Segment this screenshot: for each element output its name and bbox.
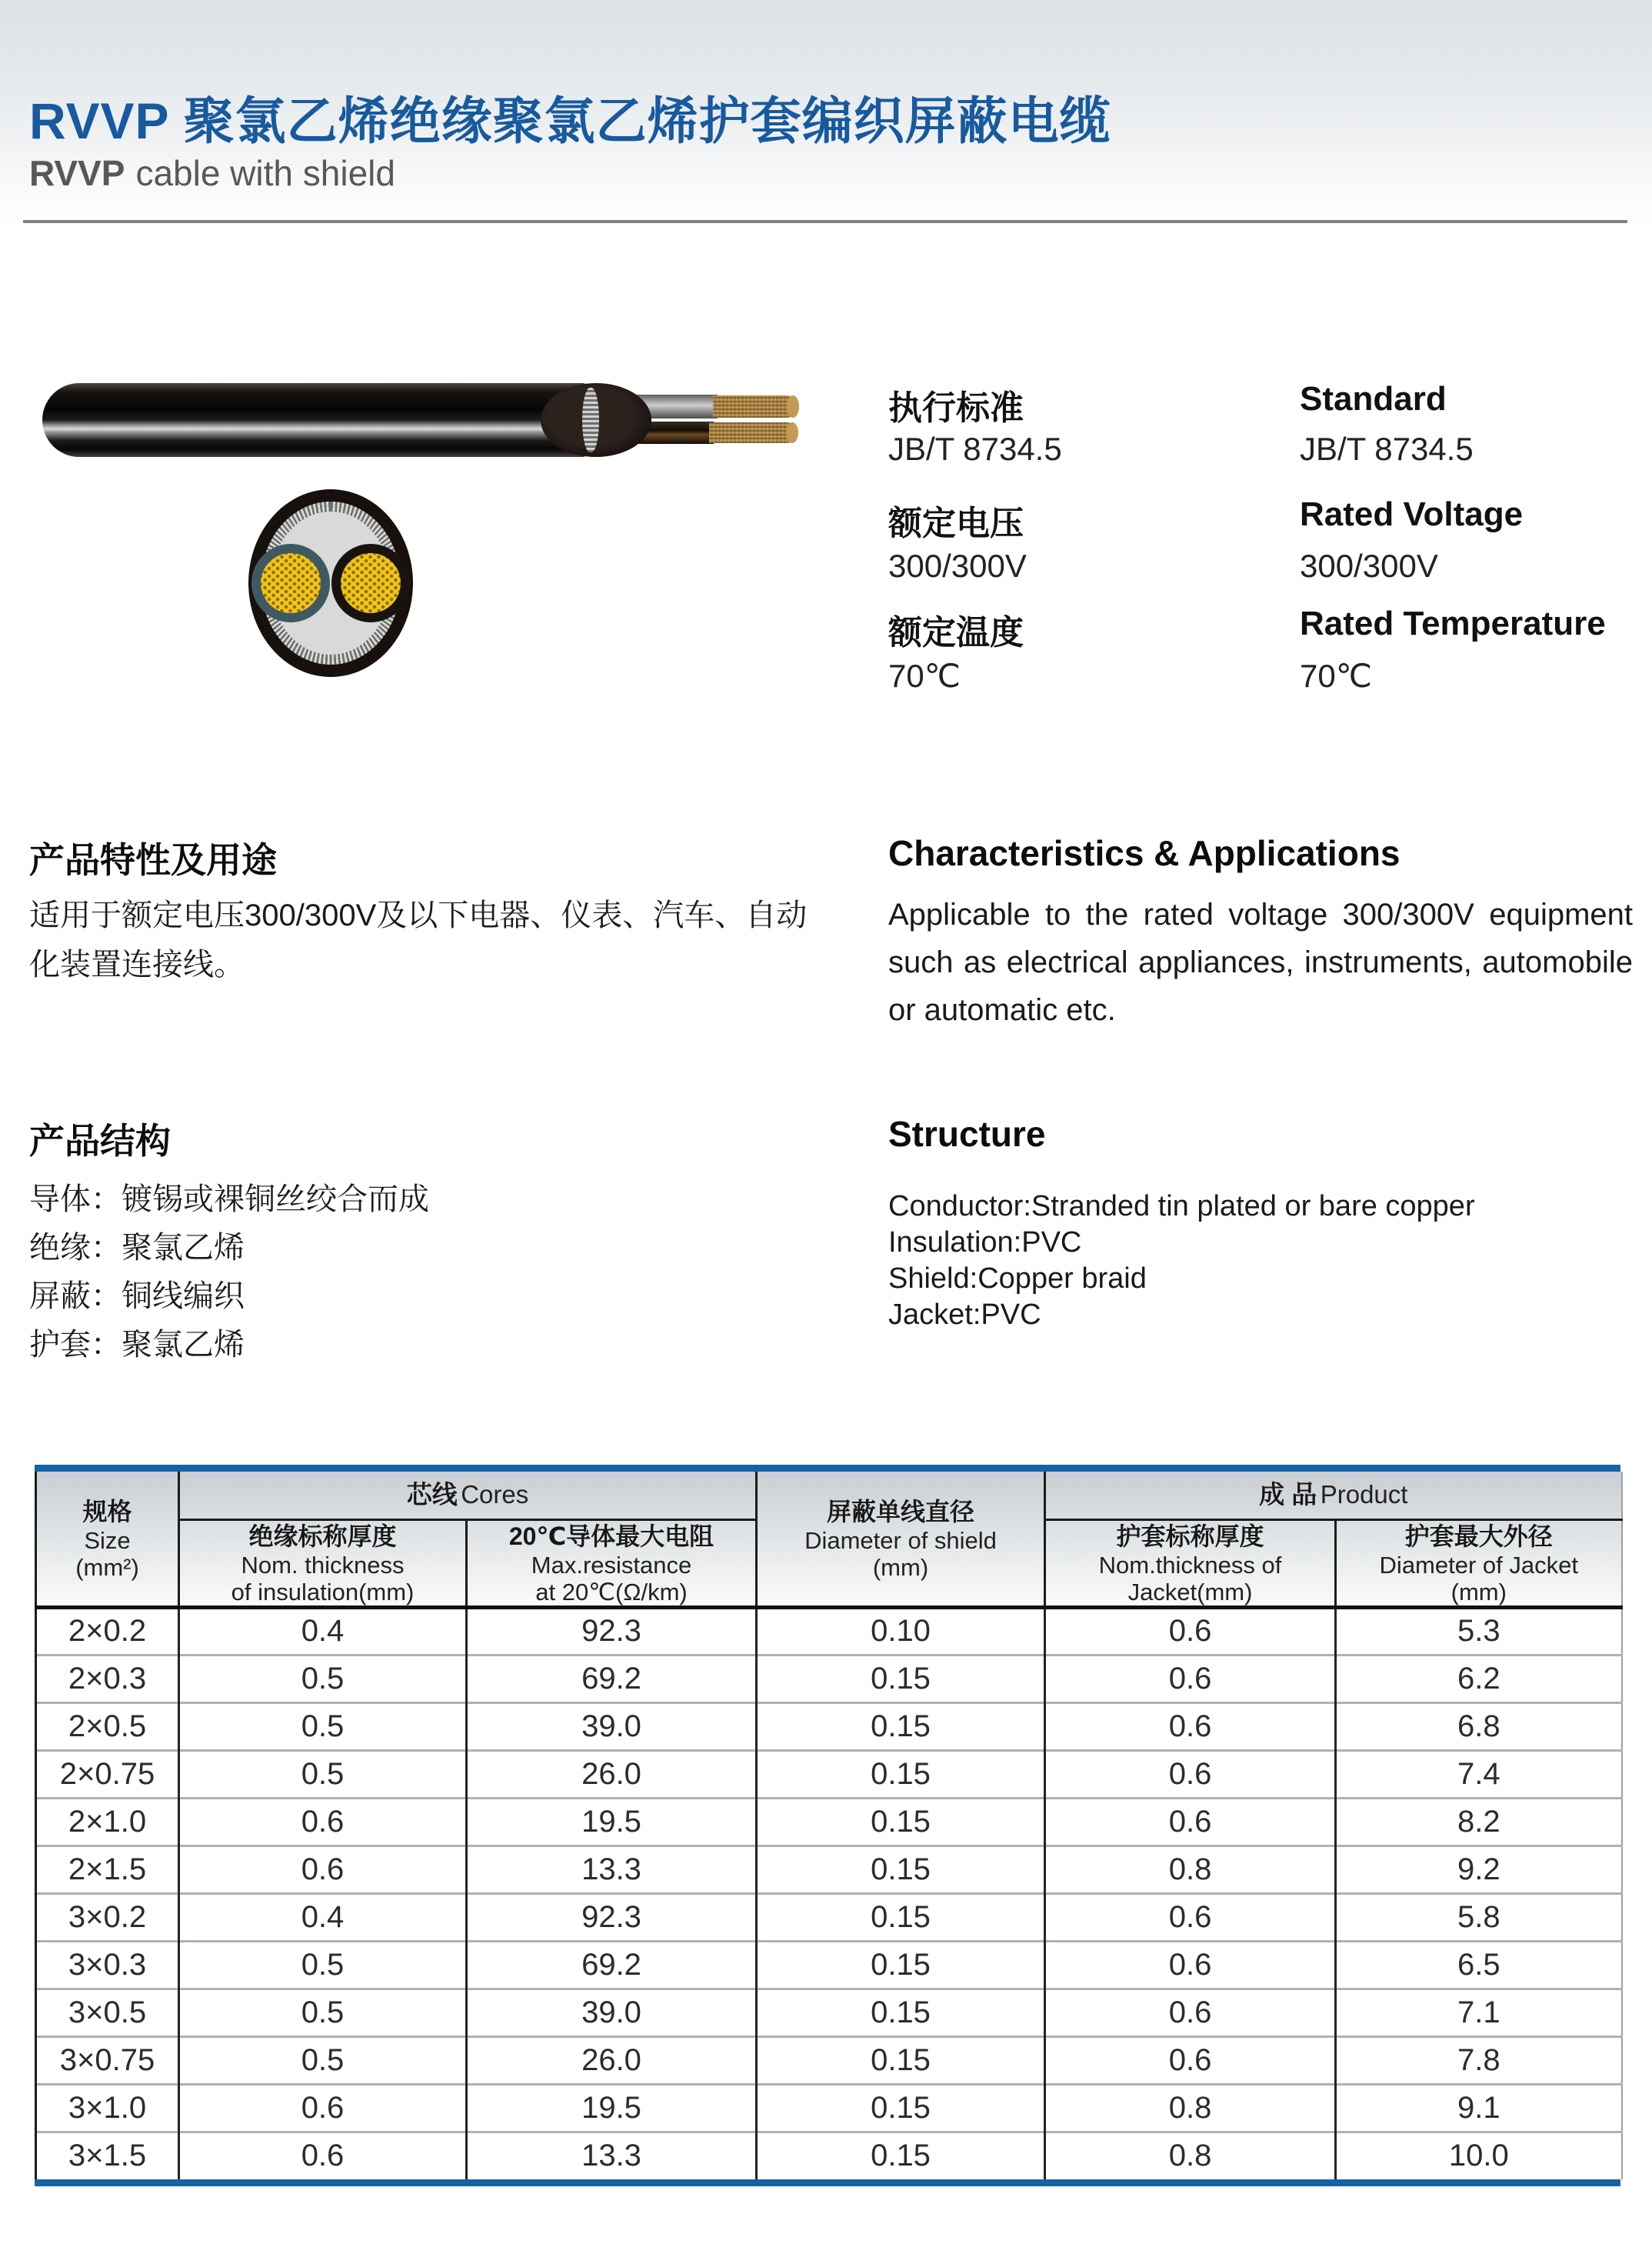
value-cell: 0.5 <box>179 1989 467 2036</box>
table-row <box>36 1941 1622 1989</box>
value-cell: 69.2 <box>467 1655 757 1702</box>
value-cell: 0.15 <box>757 1846 1045 1893</box>
value-cell: 0.15 <box>757 1750 1045 1798</box>
header-size-zh: 规格 <box>82 1497 132 1525</box>
header-jacket-diameter-en1: Diameter of Jacket <box>1379 1551 1578 1579</box>
header-group-product <box>1045 1472 1622 1519</box>
value-cell: 0.5 <box>179 1750 467 1798</box>
value-cell: 0.6 <box>1045 2036 1336 2084</box>
spec-value-voltage-zh: 300/300V <box>888 548 1027 584</box>
value-cell: 5.8 <box>1336 1893 1622 1941</box>
value-cell: 0.15 <box>757 2132 1045 2179</box>
size-cell: 3×0.75 <box>36 2036 179 2084</box>
value-cell: 5.3 <box>1336 1607 1622 1655</box>
size-cell: 3×1.5 <box>36 2132 179 2179</box>
header-jacket-thickness <box>1045 1519 1336 1607</box>
value-cell: 0.4 <box>179 1893 467 1941</box>
value-cell: 0.6 <box>1045 1893 1336 1941</box>
characteristics-heading-zh: 产品特性及用途 <box>29 840 277 880</box>
table-row <box>36 1989 1622 2036</box>
value-cell: 26.0 <box>467 2036 757 2084</box>
value-cell: 6.5 <box>1336 1941 1622 1989</box>
value-cell: 7.4 <box>1336 1750 1622 1798</box>
value-cell: 39.0 <box>467 1702 757 1750</box>
size-cell: 3×0.5 <box>36 1989 179 2036</box>
cable-shield-braid <box>582 388 599 452</box>
value-cell: 6.8 <box>1336 1702 1622 1750</box>
spec-value-temperature-zh: 70℃ <box>888 658 961 694</box>
spec-label-temperature-zh: 额定温度 <box>888 614 1024 652</box>
value-cell: 6.2 <box>1336 1655 1622 1702</box>
value-cell: 92.3 <box>467 1607 757 1655</box>
group-cores-zh: 芯线 <box>406 1480 458 1509</box>
table-row <box>36 1846 1622 1893</box>
header-shield-zh: 屏蔽单线直径 <box>827 1497 975 1525</box>
value-cell: 0.15 <box>757 1893 1045 1941</box>
value-cell: 0.6 <box>179 1846 467 1893</box>
cable-cross-section <box>248 489 413 677</box>
spec-label-standard-zh: 执行标准 <box>888 389 1024 427</box>
value-cell: 0.15 <box>757 2036 1045 2084</box>
table-row <box>36 1750 1622 1798</box>
cable-body <box>42 383 585 457</box>
size-cell: 2×1.5 <box>36 1846 179 1893</box>
value-cell: 0.15 <box>757 1702 1045 1750</box>
cable-product-image <box>42 383 811 687</box>
value-cell: 13.3 <box>467 2132 757 2179</box>
header-shield-unit: (mm) <box>872 1553 929 1581</box>
value-cell: 69.2 <box>467 1941 757 1989</box>
spec-value-temperature-en: 70℃ <box>1300 658 1372 694</box>
value-cell: 0.10 <box>757 1607 1045 1655</box>
value-cell: 0.5 <box>179 1655 467 1702</box>
spec-label-temperature-en: Rated Temperature <box>1300 605 1606 642</box>
size-cell: 3×0.2 <box>36 1893 179 1941</box>
structure-heading-en: Structure <box>888 1114 1046 1154</box>
header-insulation-zh: 绝缘标称厚度 <box>248 1522 397 1550</box>
value-cell: 8.2 <box>1336 1798 1622 1846</box>
wire-copper-bottom <box>709 422 797 443</box>
table-top-bar <box>35 1465 1620 1472</box>
value-cell: 13.3 <box>467 1846 757 1893</box>
cross-section-conductor-right <box>331 544 410 622</box>
value-cell: 19.5 <box>467 2084 757 2132</box>
value-cell: 19.5 <box>467 1798 757 1846</box>
structure-list-zh <box>29 1175 429 1369</box>
value-cell: 92.3 <box>467 1893 757 1941</box>
spec-table <box>35 1465 1620 2186</box>
value-cell: 0.6 <box>1045 1941 1336 1989</box>
group-product-zh: 成 品 <box>1259 1480 1317 1509</box>
value-cell: 0.6 <box>1045 1702 1336 1750</box>
subtitle-text: cable with shield <box>135 153 395 193</box>
header-group-cores <box>179 1472 757 1519</box>
spec-table-grid <box>35 1472 1623 2179</box>
header-jacket-diameter <box>1336 1519 1622 1607</box>
spec-value-voltage-en: 300/300V <box>1300 548 1438 584</box>
value-cell: 0.15 <box>757 1655 1045 1702</box>
structure-item-shield-en: Shield:Copper braid <box>888 1262 1147 1295</box>
table-row <box>36 1702 1622 1750</box>
structure-item-insulation-zh: 绝缘：聚氯乙烯 <box>29 1231 245 1265</box>
size-cell: 2×0.75 <box>36 1750 179 1798</box>
structure-heading-zh: 产品结构 <box>29 1121 171 1161</box>
structure-item-jacket-zh: 护套：聚氯乙烯 <box>29 1328 245 1362</box>
header-size-en: Size <box>84 1526 131 1554</box>
value-cell: 0.15 <box>757 2084 1045 2132</box>
structure-item-jacket-en: Jacket:PVC <box>888 1299 1041 1331</box>
header-size <box>36 1472 179 1607</box>
table-header <box>36 1472 1622 1607</box>
header-shield-diameter <box>757 1472 1045 1607</box>
spec-label-voltage-zh: 额定电压 <box>888 505 1024 542</box>
header-insulation-en2: of insulation(mm) <box>231 1578 415 1605</box>
characteristics-heading-en: Characteristics & Applications <box>888 833 1401 873</box>
value-cell: 0.15 <box>757 1941 1045 1989</box>
table-row <box>36 1655 1622 1702</box>
group-cores-en-text: Cores <box>461 1480 529 1509</box>
structure-list-en <box>888 1189 1475 1333</box>
size-cell: 2×1.0 <box>36 1798 179 1846</box>
value-cell: 10.0 <box>1336 2132 1622 2179</box>
value-cell: 9.1 <box>1336 2084 1622 2132</box>
characteristics-body-en: Applicable to the rated voltage 300/300V equipment such as electrical appliances, instruments, automobile or automatic etc. <box>888 898 1633 1027</box>
value-cell: 0.6 <box>1045 1989 1336 2036</box>
cross-section-conductor-left <box>251 544 330 622</box>
page-subtitle <box>29 152 395 194</box>
structure-item-conductor-zh: 导体：镀锡或裸铜丝绞合而成 <box>29 1182 429 1216</box>
characteristics-body-zh: 适用于额定电压300/300V及以下电器、仪表、汽车、自动化装置连接线。 <box>29 899 808 982</box>
spec-value-standard-en: JB/T 8734.5 <box>1300 431 1474 467</box>
value-cell: 0.5 <box>179 1702 467 1750</box>
spec-table-body <box>36 1607 1622 2179</box>
size-cell: 2×0.3 <box>36 1655 179 1702</box>
header-jacket-thickness-en2: Jacket(mm) <box>1127 1578 1253 1605</box>
table-group-row <box>36 1472 1622 1519</box>
header-jacket-diameter-zh: 护套最大外径 <box>1404 1522 1553 1550</box>
value-cell: 26.0 <box>467 1750 757 1798</box>
value-cell: 0.5 <box>179 2036 467 2084</box>
value-cell: 0.6 <box>1045 1750 1336 1798</box>
header-resistance-en2: at 20℃(Ω/km) <box>535 1578 688 1605</box>
spec-value-standard-zh: JB/T 8734.5 <box>888 431 1062 467</box>
value-cell: 0.15 <box>757 1989 1045 2036</box>
table-bottom-bar <box>35 2179 1620 2186</box>
value-cell: 7.1 <box>1336 1989 1622 2036</box>
table-row <box>36 1798 1622 1846</box>
size-cell: 2×0.2 <box>36 1607 179 1655</box>
value-cell: 0.6 <box>179 2132 467 2179</box>
subtitle-brand: RVVP <box>29 153 125 193</box>
header-shield-en: Diameter of shield <box>804 1526 997 1554</box>
table-row <box>36 1893 1622 1941</box>
size-cell: 2×0.5 <box>36 1702 179 1750</box>
wire-copper-top <box>713 395 798 418</box>
group-product-en-text: Product <box>1320 1480 1408 1509</box>
header-jacket-thickness-en1: Nom.thickness of <box>1098 1551 1282 1579</box>
value-cell: 0.8 <box>1045 2132 1336 2179</box>
size-cell: 3×0.3 <box>36 1941 179 1989</box>
table-row <box>36 2132 1622 2179</box>
value-cell: 7.8 <box>1336 2036 1622 2084</box>
value-cell: 0.8 <box>1045 1846 1336 1893</box>
header-divider <box>23 220 1627 223</box>
header-max-resistance <box>467 1519 757 1607</box>
value-cell: 39.0 <box>467 1989 757 2036</box>
page-title: RVVP 聚氯乙烯绝缘聚氯乙烯护套编织屏蔽电缆 <box>29 92 1111 149</box>
value-cell: 0.6 <box>179 1798 467 1846</box>
header-insulation-en1: Nom. thickness <box>241 1551 405 1579</box>
header-jacket-diameter-en2: (mm) <box>1450 1578 1507 1605</box>
value-cell: 0.4 <box>179 1607 467 1655</box>
header-jacket-thickness-zh: 护套标称厚度 <box>1116 1522 1264 1550</box>
value-cell: 0.5 <box>179 1941 467 1989</box>
structure-item-insulation-en: Insulation:PVC <box>888 1226 1082 1259</box>
table-row <box>36 2084 1622 2132</box>
header-resistance-zh: 20℃导体最大电阻 <box>508 1522 714 1550</box>
header-resistance-en1: Max.resistance <box>531 1551 692 1579</box>
value-cell: 0.6 <box>1045 1655 1336 1702</box>
header-size-unit: (mm²) <box>75 1553 139 1581</box>
size-cell: 3×1.0 <box>36 2084 179 2132</box>
value-cell: 9.2 <box>1336 1846 1622 1893</box>
table-row <box>36 1607 1622 1655</box>
value-cell: 0.8 <box>1045 2084 1336 2132</box>
header-insulation-thickness <box>179 1519 467 1607</box>
structure-item-conductor-en: Conductor:Stranded tin plated or bare copper <box>888 1190 1475 1222</box>
value-cell: 0.15 <box>757 1798 1045 1846</box>
spec-label-standard-en: Standard <box>1300 380 1447 418</box>
value-cell: 0.6 <box>1045 1607 1336 1655</box>
value-cell: 0.6 <box>1045 1798 1336 1846</box>
value-cell: 0.6 <box>179 2084 467 2132</box>
structure-item-shield-zh: 屏蔽：铜线编织 <box>29 1279 245 1313</box>
spec-label-voltage-en: Rated Voltage <box>1300 495 1524 533</box>
table-row <box>36 2036 1622 2084</box>
